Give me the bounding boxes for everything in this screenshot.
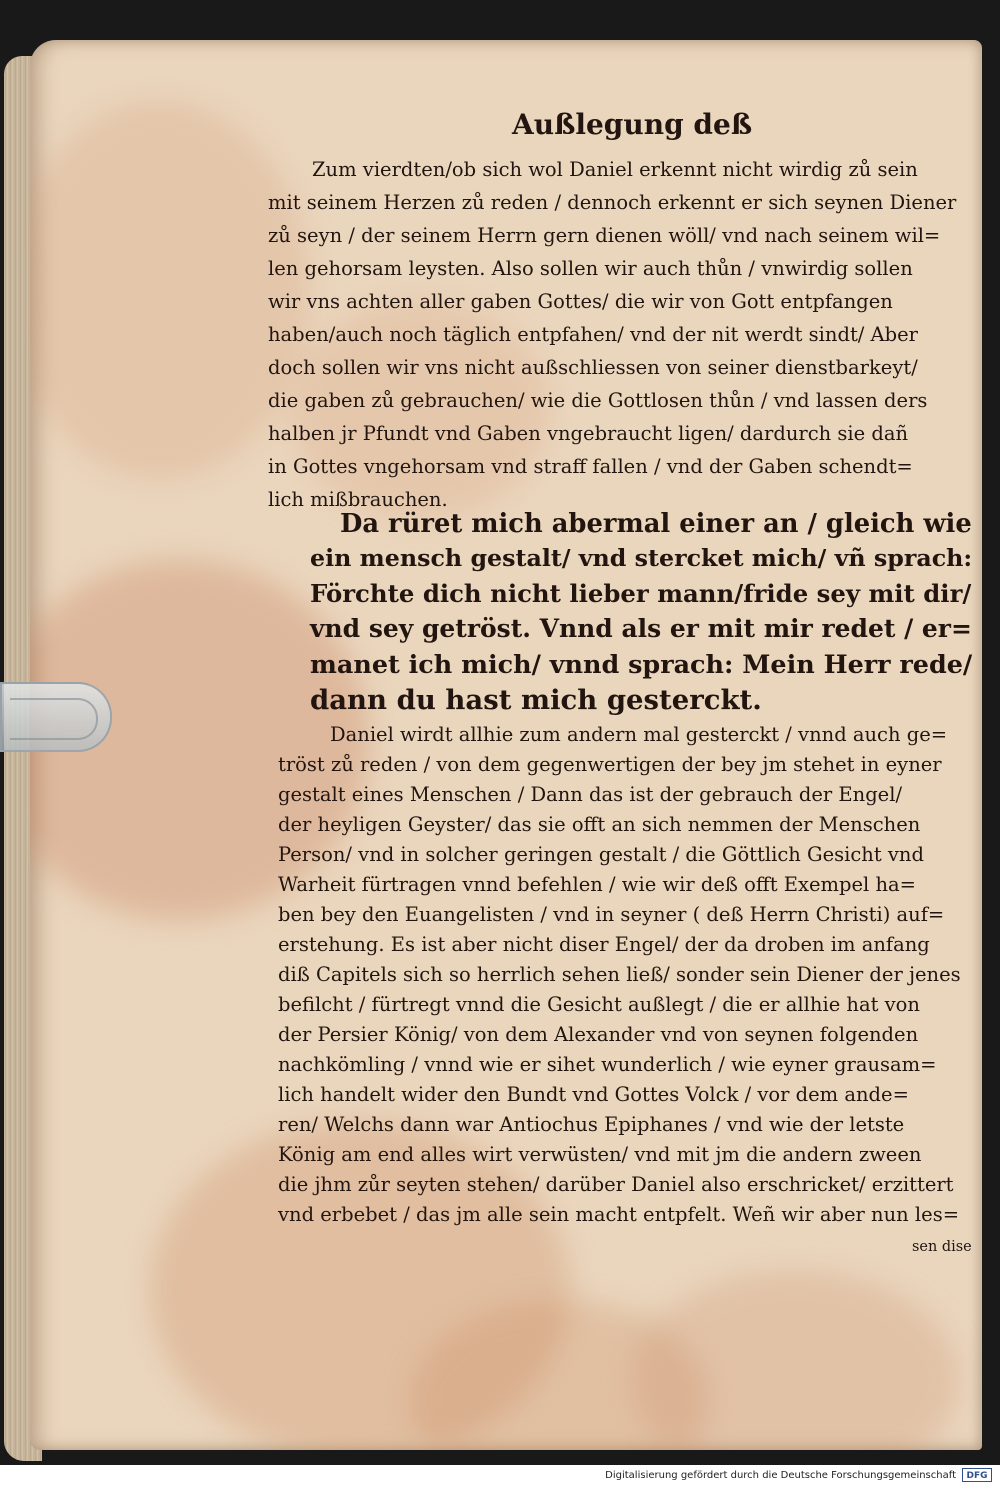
text-line: nachkömling / vnnd wie er sihet wunderlich / wie eyner grausam= — [278, 1053, 937, 1076]
catchword: sen dise — [912, 1239, 972, 1255]
page-clip — [0, 682, 112, 752]
text-line: diß Capitels sich so herrlich sehen ließ/ sonder sein Diener der jenes — [278, 963, 961, 986]
text-line: ren/ Welchs dann war Antiochus Epiphanes / vnd wie der letste — [278, 1113, 905, 1136]
funding-credit: Digitalisierung gefördert durch die Deutsche Forschungsgemeinschaft — [605, 1470, 956, 1481]
text-line: vnd erbebet / das jm alle sein macht entpfelt. Weñ wir aber nun les= — [278, 1203, 960, 1226]
scripture-line: Da rüret mich abermal einer an / gleich wie — [340, 509, 972, 539]
scripture-line: dann du hast mich gesterckt. — [310, 684, 762, 716]
text-line: erstehung. Es ist aber nicht diser Engel/ der da droben im anfang — [278, 933, 930, 956]
text-line: der heyligen Geyster/ das sie offt an sich nemmen der Menschen — [278, 813, 921, 836]
text-line: der Persier König/ von dem Alexander vnd von seynen folgenden — [278, 1023, 919, 1046]
text-line: doch sollen wir vns nicht außschliessen von seiner dienstbarkeyt/ — [268, 356, 918, 379]
text-line: gestalt eines Menschen / Dann das ist der gebrauch der Engel/ — [278, 783, 903, 806]
text-line: Daniel wirdt allhie zum andern mal gesterckt / vnnd auch ge= — [330, 723, 948, 746]
text-line: len gehorsam leysten. Also sollen wir auch thůn / vnwirdig sollen — [268, 257, 913, 280]
text-line: die jhm zůr seyten stehen/ darüber Daniel also erschricket/ erzittert — [278, 1173, 954, 1196]
text-line: Zum vierdten/ob sich wol Daniel erkennt nicht wirdig zů sein — [312, 158, 918, 181]
text-line: halben jr Pfundt vnd Gaben vngebraucht ligen/ dardurch sie dañ — [268, 422, 909, 445]
text-line: ben bey den Euangelisten / vnd in seyner ( deß Herrn Christi) auf= — [278, 903, 945, 926]
text-line: lich mißbrauchen. — [268, 488, 448, 511]
text-line: mit seinem Herzen zů reden / dennoch erkennt er sich seynen Diener — [268, 191, 957, 214]
scripture-line: vnd sey getröst. Vnnd als er mit mir redet / er= — [310, 614, 972, 643]
scripture-line: manet ich mich/ vnnd sprach: Mein Herr rede/ — [310, 649, 973, 679]
text-line: tröst zů reden / von dem gegenwertigen der bey jm stehet in eyner — [278, 753, 942, 776]
text-line: Person/ vnd in solcher geringen gestalt / die Göttlich Gesicht vnd — [278, 843, 924, 866]
scripture-line: Förchte dich nicht lieber mann/fride sey mit dir/ — [310, 579, 972, 608]
text-line: wir vns achten aller gaben Gottes/ die wir von Gott entpfangen — [268, 290, 893, 313]
text-line: Warheit fürtragen vnnd befehlen / wie wir deß offt Exempel ha= — [278, 873, 917, 896]
text-line: haben/auch noch täglich entpfahen/ vnd der nit werdt sindt/ Aber — [268, 323, 918, 346]
text-line: befilcht / fürtregt vnnd die Gesicht außlegt / die er allhie hat von — [278, 993, 920, 1016]
scripture-line: ein mensch gestalt/ vnd stercket mich/ vñ sprach: — [310, 544, 973, 572]
text-line: lich handelt wider den Bundt vnd Gottes Volck / vor dem ande= — [278, 1083, 909, 1106]
text-line: in Gottes vngehorsam vnd straff fallen / vnd der Gaben schendt= — [268, 455, 913, 478]
text-line: König am end alles wirt verwüsten/ vnd mit jm die andern zween — [278, 1143, 922, 1166]
text-line: zů seyn / der seinem Herrn gern dienen wöll/ vnd nach seinem wil= — [268, 224, 941, 247]
dfg-logo: DFG — [962, 1468, 992, 1482]
text-line: die gaben zů gebrauchen/ wie die Gottlosen thůn / vnd lassen ders — [268, 389, 928, 412]
running-header: Außlegung deß — [512, 108, 753, 141]
